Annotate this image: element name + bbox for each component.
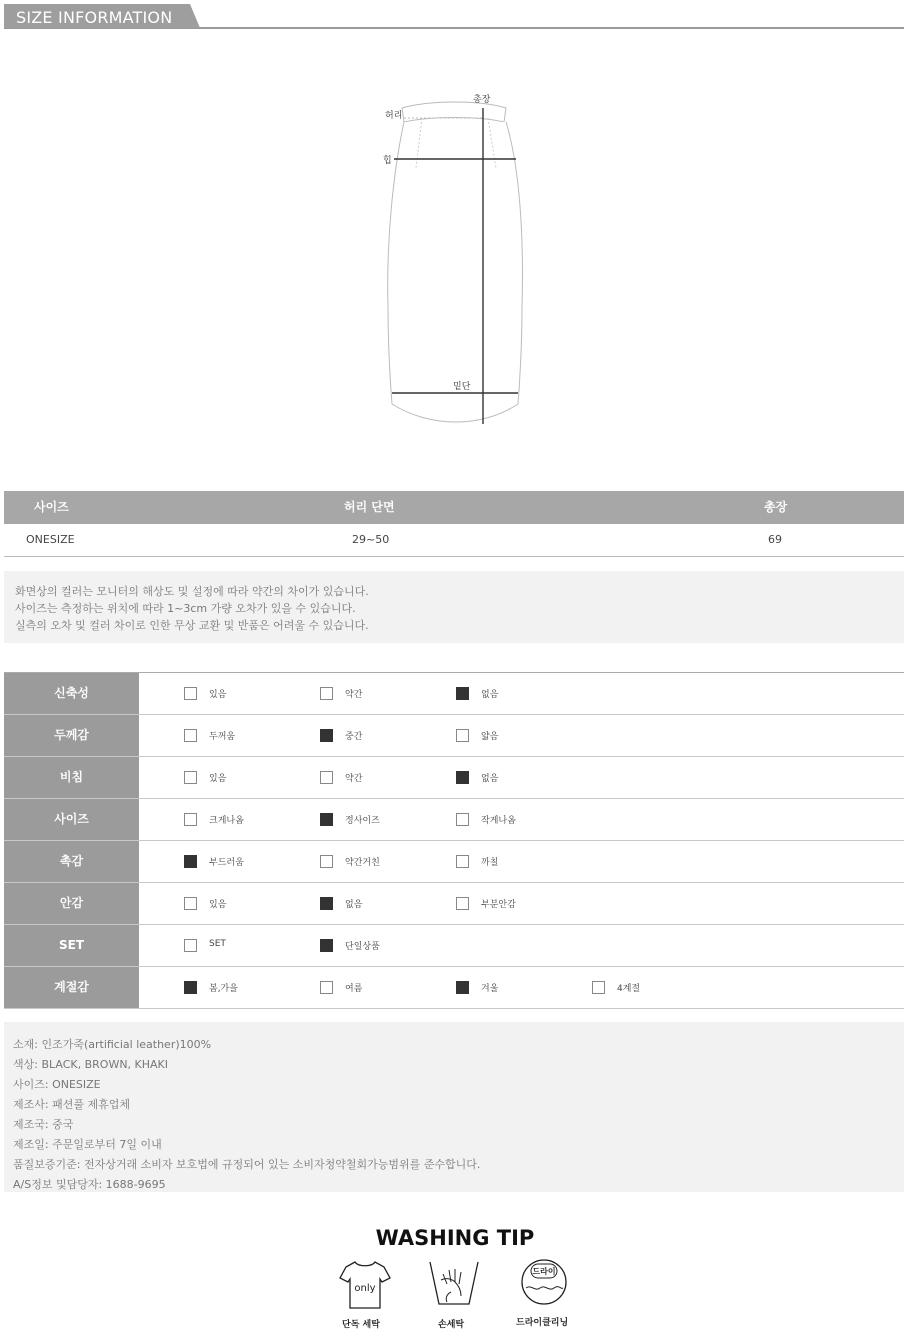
attribute-row [4, 883, 904, 925]
option-label: 단일상품 [345, 942, 380, 952]
attribute-row [4, 925, 904, 967]
option-label: 4계절 [617, 984, 641, 994]
option-label: 겨울 [481, 984, 499, 994]
notice-line: 사이즈는 측정하는 위치에 따라 1~3cm 가량 오차가 있을 수 있습니다. [15, 602, 356, 615]
wash-label-hand: 손세탁 [438, 1320, 465, 1330]
notice-line: 화면상의 컬러는 모니터의 해상도 및 설정에 따라 약간의 차이가 있습니다. [15, 585, 369, 598]
info-line: 사이즈: ONESIZE [13, 1078, 101, 1091]
option-label: 없음 [481, 690, 499, 700]
tshirt-only-icon [338, 1258, 392, 1314]
unchecked-box-icon[interactable] [456, 813, 469, 826]
cell-length: 69 [768, 533, 782, 546]
unchecked-box-icon[interactable] [456, 897, 469, 910]
waist-label: 허리 [385, 111, 403, 121]
checked-box-icon[interactable] [320, 897, 333, 910]
unchecked-box-icon[interactable] [320, 687, 333, 700]
option-label: 있음 [209, 900, 227, 910]
unchecked-box-icon[interactable] [320, 771, 333, 784]
unchecked-box-icon[interactable] [184, 687, 197, 700]
attribute-row [4, 715, 904, 757]
option-label: 여름 [345, 984, 363, 994]
hand-wash-icon [427, 1258, 481, 1314]
checked-box-icon[interactable] [320, 729, 333, 742]
checked-box-icon[interactable] [184, 981, 197, 994]
option-label: SET [209, 939, 226, 949]
option-label: 봄,가을 [209, 984, 238, 994]
col-size: 사이즈 [34, 500, 69, 514]
tshirt-only-text: only [354, 1283, 376, 1294]
attribute-row [4, 757, 904, 799]
length-label: 총장 [473, 95, 491, 105]
option-label: 크게나옴 [209, 816, 244, 826]
checked-box-icon[interactable] [320, 939, 333, 952]
unchecked-box-icon[interactable] [184, 813, 197, 826]
header-title: SIZE INFORMATION [16, 8, 173, 27]
option-label: 있음 [209, 690, 227, 700]
section-header [0, 0, 910, 34]
notice-box [4, 571, 904, 643]
dry-clean-icon [517, 1258, 575, 1314]
unchecked-box-icon[interactable] [320, 855, 333, 868]
cell-size: ONESIZE [26, 533, 75, 546]
dry-clean-text: 드라이 [532, 1267, 556, 1276]
cell-waist: 29~50 [352, 533, 390, 546]
unchecked-box-icon[interactable] [320, 981, 333, 994]
checked-box-icon[interactable] [456, 771, 469, 784]
wash-label-solo: 단독 세탁 [342, 1320, 380, 1330]
info-line: 색상: BLACK, BROWN, KHAKI [13, 1058, 169, 1071]
option-label: 작게나옴 [481, 816, 516, 826]
wash-label-dry: 드라이클리닝 [516, 1318, 569, 1328]
attribute-row [4, 841, 904, 883]
attribute-row [4, 799, 904, 841]
attribute-row [4, 967, 904, 1009]
info-line: 품질보증기준: 전자상거래 소비자 보호법에 규정되어 있는 소비자청약철회가능범위를 준수합니다. [13, 1158, 481, 1171]
option-label: 약간 [345, 774, 363, 784]
washing-title: WASHING TIP [375, 1226, 535, 1250]
option-label: 까칠 [481, 858, 499, 868]
info-line: 제조국: 중국 [13, 1118, 74, 1131]
checked-box-icon[interactable] [320, 813, 333, 826]
hem-label: 밑단 [453, 382, 471, 392]
header-tab [4, 4, 200, 28]
skirt-diagram [370, 88, 540, 433]
option-label: 없음 [481, 774, 499, 784]
unchecked-box-icon[interactable] [184, 897, 197, 910]
unchecked-box-icon[interactable] [184, 729, 197, 742]
option-label: 약간거친 [345, 858, 380, 868]
attribute-label: 비침 [4, 757, 139, 798]
size-table-header [4, 491, 904, 524]
attribute-label: 계절감 [4, 967, 139, 1008]
attribute-label: SET [4, 925, 139, 966]
option-label: 정사이즈 [345, 816, 380, 826]
option-label: 없음 [345, 900, 363, 910]
product-info-box [4, 1022, 904, 1192]
unchecked-box-icon[interactable] [184, 771, 197, 784]
option-label: 중간 [345, 732, 363, 742]
attribute-label: 두께감 [4, 715, 139, 756]
option-label: 부드러움 [209, 858, 244, 868]
attribute-label: 안감 [4, 883, 139, 924]
table-row [4, 524, 904, 557]
hip-label: 힙 [383, 156, 392, 166]
unchecked-box-icon[interactable] [592, 981, 605, 994]
option-label: 두꺼움 [209, 732, 236, 742]
col-waist: 허리 단면 [344, 500, 395, 514]
info-line: A/S정보 및담당자: 1688-9695 [13, 1178, 166, 1191]
size-table [4, 491, 904, 557]
option-label: 얇음 [481, 732, 499, 742]
info-line: 제조사: 패션풀 제휴업체 [13, 1098, 130, 1111]
attribute-table [4, 672, 904, 1009]
attribute-label: 촉감 [4, 841, 139, 882]
unchecked-box-icon[interactable] [456, 729, 469, 742]
checked-box-icon[interactable] [184, 855, 197, 868]
unchecked-box-icon[interactable] [184, 939, 197, 952]
checked-box-icon[interactable] [456, 687, 469, 700]
col-length: 총장 [764, 500, 788, 514]
option-label: 약간 [345, 690, 363, 700]
info-line: 제조일: 주문일로부터 7일 이내 [13, 1138, 162, 1151]
info-line: 소재: 인조가죽(artificial leather)100% [13, 1038, 212, 1051]
attribute-label: 신축성 [4, 673, 139, 714]
option-label: 부분안감 [481, 900, 516, 910]
attribute-row [4, 673, 904, 715]
unchecked-box-icon[interactable] [456, 855, 469, 868]
checked-box-icon[interactable] [456, 981, 469, 994]
attribute-label: 사이즈 [4, 799, 139, 840]
notice-line: 실측의 오차 및 컬러 차이로 인한 무상 교환 및 반품은 어려울 수 있습니다. [15, 619, 369, 632]
option-label: 있음 [209, 774, 227, 784]
